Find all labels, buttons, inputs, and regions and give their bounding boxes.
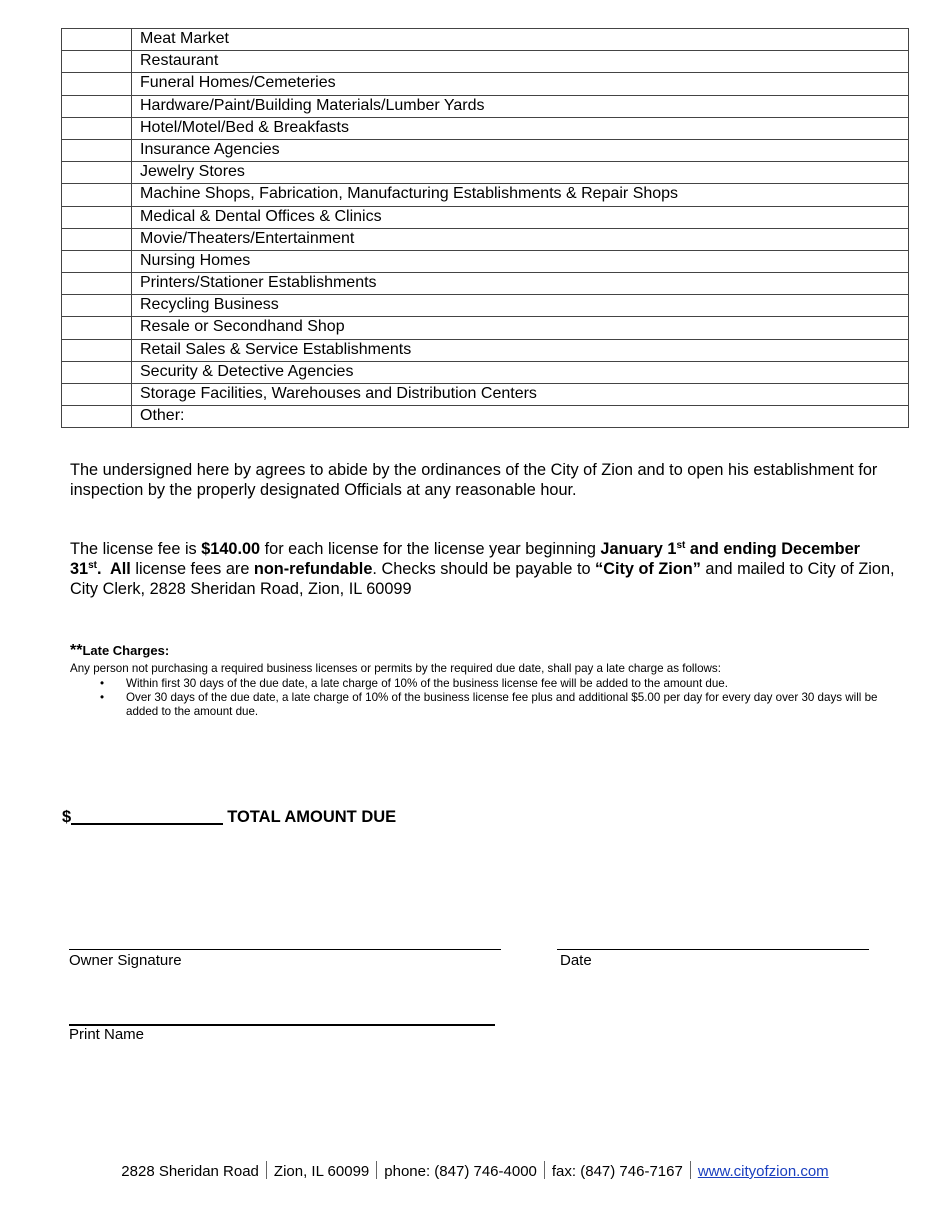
owner-signature-label: Owner Signature bbox=[69, 952, 182, 969]
business-type-label: Funeral Homes/Cemeteries bbox=[132, 73, 909, 95]
business-type-row bbox=[62, 95, 909, 117]
business-type-row bbox=[62, 206, 909, 228]
business-type-checkbox-cell[interactable] bbox=[62, 29, 132, 51]
total-amount-field[interactable] bbox=[71, 806, 223, 825]
business-type-row bbox=[62, 184, 909, 206]
license-fee-paragraph bbox=[70, 539, 910, 599]
footer-separator bbox=[544, 1161, 545, 1179]
footer-separator bbox=[376, 1161, 377, 1179]
business-type-checkbox-cell[interactable] bbox=[62, 361, 132, 383]
business-type-checkbox-cell[interactable] bbox=[62, 73, 132, 95]
business-type-label: Resale or Secondhand Shop bbox=[132, 317, 909, 339]
business-type-checkbox-cell[interactable] bbox=[62, 184, 132, 206]
business-type-checkbox-cell[interactable] bbox=[62, 206, 132, 228]
business-type-checkbox-cell[interactable] bbox=[62, 317, 132, 339]
business-type-row bbox=[62, 228, 909, 250]
late-charges-heading bbox=[70, 642, 169, 660]
business-type-checkbox-cell[interactable] bbox=[62, 384, 132, 406]
business-type-label: Jewelry Stores bbox=[132, 162, 909, 184]
business-type-row bbox=[62, 29, 909, 51]
footer-separator bbox=[266, 1161, 267, 1179]
business-type-checkbox-cell[interactable] bbox=[62, 117, 132, 139]
business-type-row bbox=[62, 339, 909, 361]
fee-text: . Checks should be payable to bbox=[372, 560, 596, 578]
business-type-checkbox-cell[interactable] bbox=[62, 139, 132, 161]
footer-fax: fax: (847) 746-7167 bbox=[551, 1163, 683, 1180]
fee-and-ending: and ending bbox=[685, 540, 777, 558]
business-type-label: Hotel/Motel/Bed & Breakfasts bbox=[132, 117, 909, 139]
business-type-label: Security & Detective Agencies bbox=[132, 361, 909, 383]
date-label: Date bbox=[560, 952, 592, 969]
business-type-label: Machine Shops, Fabrication, Manufacturing Establishments & Repair Shops bbox=[132, 184, 909, 206]
fee-mailing-address: and mailed to City of Zion, City Clerk, 2828 Sheridan Road, Zion, IL 60099 bbox=[70, 560, 895, 598]
footer-city: Zion, IL 60099 bbox=[273, 1163, 370, 1180]
business-type-checkbox-cell[interactable] bbox=[62, 250, 132, 272]
total-amount-label: TOTAL AMOUNT DUE bbox=[227, 808, 397, 826]
business-type-checkbox-cell[interactable] bbox=[62, 51, 132, 73]
fee-end-date-suffix: st bbox=[88, 560, 98, 571]
business-type-checkbox-cell[interactable] bbox=[62, 162, 132, 184]
owner-signature-line[interactable] bbox=[69, 949, 501, 950]
business-type-label: Storage Facilities, Warehouses and Distribution Centers bbox=[132, 384, 909, 406]
currency-symbol: $ bbox=[62, 808, 72, 826]
footer-contact bbox=[0, 1161, 950, 1180]
business-type-row bbox=[62, 361, 909, 383]
business-type-label: Medical & Dental Offices & Clinics bbox=[132, 206, 909, 228]
business-type-label: Movie/Theaters/Entertainment bbox=[132, 228, 909, 250]
business-type-checkbox-cell[interactable] bbox=[62, 295, 132, 317]
footer-separator bbox=[690, 1161, 691, 1179]
business-type-checkbox-cell[interactable] bbox=[62, 273, 132, 295]
business-type-row bbox=[62, 250, 909, 272]
business-type-checkbox-cell[interactable] bbox=[62, 228, 132, 250]
fee-text: The license fee is bbox=[70, 540, 202, 558]
business-type-row bbox=[62, 406, 909, 428]
fee-text: license fees are bbox=[130, 560, 254, 578]
footer-address: 2828 Sheridan Road bbox=[121, 1163, 259, 1180]
fee-all: All bbox=[110, 560, 131, 578]
business-type-row bbox=[62, 273, 909, 295]
business-type-label: Hardware/Paint/Building Materials/Lumber Yards bbox=[132, 95, 909, 117]
business-type-row bbox=[62, 51, 909, 73]
fee-text: for each license for the license year beginning bbox=[260, 540, 601, 558]
business-type-label: Restaurant bbox=[132, 51, 909, 73]
business-type-row bbox=[62, 317, 909, 339]
footer-website-link[interactable]: www.cityofzion.com bbox=[697, 1163, 829, 1180]
business-type-table bbox=[61, 28, 909, 428]
business-type-label: Other: bbox=[132, 406, 909, 428]
print-name-label: Print Name bbox=[69, 1026, 145, 1043]
business-type-label: Retail Sales & Service Establishments bbox=[132, 339, 909, 361]
agreement-paragraph: The undersigned here by agrees to abide by the ordinances of the City of Zion and to open his establishment for inspection by the properly designated Officials at any reasonable hour. bbox=[70, 461, 878, 499]
fee-payee: “City of Zion” bbox=[595, 560, 701, 578]
business-type-row bbox=[62, 162, 909, 184]
fee-nonrefundable: non-refundable bbox=[253, 560, 373, 578]
late-charges-list bbox=[70, 677, 900, 719]
business-type-row bbox=[62, 295, 909, 317]
business-type-checkbox-cell[interactable] bbox=[62, 406, 132, 428]
business-type-label: Meat Market bbox=[132, 29, 909, 51]
date-line[interactable] bbox=[557, 949, 869, 950]
fee-end-punct: . bbox=[97, 560, 110, 578]
late-charges-title: Late Charges: bbox=[82, 643, 170, 658]
fee-amount: $140.00 bbox=[201, 540, 261, 558]
business-type-checkbox-cell[interactable] bbox=[62, 95, 132, 117]
late-charge-item: • Over 30 days of the due date, a late charge of 10% of the business license fee plus and additional $5.00 per day for every day over 30 days will be added to the amount due. bbox=[70, 691, 900, 719]
total-amount-due bbox=[62, 806, 396, 827]
business-type-row bbox=[62, 384, 909, 406]
business-type-row bbox=[62, 117, 909, 139]
business-type-label: Nursing Homes bbox=[132, 250, 909, 272]
business-type-row bbox=[62, 139, 909, 161]
footer-phone: phone: (847) 746-4000 bbox=[384, 1163, 537, 1180]
late-charge-item: • Within first 30 days of the due date, a late charge of 10% of the business license fee will be added to the amount due. bbox=[70, 677, 900, 691]
fee-start-date-suffix: st bbox=[676, 540, 686, 551]
fee-start-date-text: January 1 bbox=[600, 540, 677, 558]
fee-end-date-text: December 31 bbox=[70, 540, 860, 578]
late-charges-stars: ** bbox=[70, 642, 83, 659]
business-type-row bbox=[62, 73, 909, 95]
business-type-label: Insurance Agencies bbox=[132, 139, 909, 161]
business-type-label: Printers/Stationer Establishments bbox=[132, 273, 909, 295]
business-type-label: Recycling Business bbox=[132, 295, 909, 317]
business-type-checkbox-cell[interactable] bbox=[62, 339, 132, 361]
late-charges-intro: Any person not purchasing a required business licenses or permits by the required due date, shall pay a late charge as follows: bbox=[70, 662, 721, 675]
